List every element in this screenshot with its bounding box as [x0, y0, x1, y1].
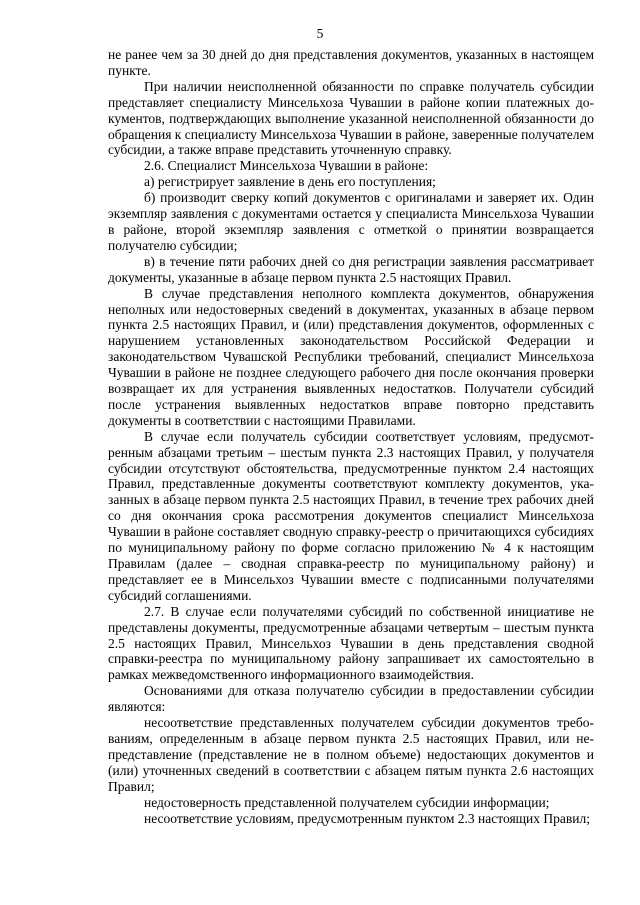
- paragraph-ground-unreliable-info: недостоверность представленной получателем субсидии информации;: [144, 794, 550, 810]
- paragraph-section-2-7: 2.7. В случае если получателями субсидий по собственной инициативе не представлены документы, предусмотренные абзацами четвертым – шестым пункта 2.5 настоящих Правил, Минсельхоз Чувашии в день представления сводной справки-реестра по муниципальному району запрашивает их самостоятельно в рамках межведомственного информационного взаимодействия.: [108, 603, 594, 683]
- document-body: [108, 47, 594, 826]
- paragraph-summary-registry: В случае если получатель субсидии соответствует условиям, предусмотренным абзацами третьим – шестым пункта 2.3 настоящих Правил, у получателя субсидии отсутствуют обстоятельства, предусмотренные пунктом 2.4 настоящих Правил, представленные документы соответствуют комплекту документов, указанных в абзаце первом пункта 2.5 настоящих Правил, в течение трех рабочих дней со дня окончания срока рассмотрения документов специалист Минсельхоза Чувашии в районе составляет сводную справку-реестр о причитающихся субсидиях по муниципальному району по форме согласно приложению № 4 к настоящим Правилам (далее – сводная справка-реестр по муниципальному району) и представляет ее в Минсельхоз Чувашии вместе с подписанными получателями субсидий соглашениями.: [108, 428, 594, 603]
- paragraph-item-v: в) в течение пяти рабочих дней со дня регистрации заявления рассматривает документы, указанные в абзаце первом пункта 2.5 настоящих Правил.: [108, 253, 594, 285]
- paragraph-continuation: не ранее чем за 30 дней до дня представления документов, указанных в настоящем пункте.: [108, 47, 594, 78]
- paragraph-item-b: б) производит сверку копий документов с оригиналами и заверяет их. Один экземпляр заявления с документами остается у специалиста Минсельхоза Чувашии в районе, второй экземпляр заявления с отметкой о принятии возвращается получателю субсидии;: [108, 190, 594, 253]
- paragraph-item-a: а) регистрирует заявление в день его поступления;: [144, 174, 436, 190]
- page-number: 5: [316, 26, 324, 41]
- paragraph-ground-conditions: несоответствие условиям, предусмотренным пунктом 2.3 настоящих Правил;: [144, 810, 590, 826]
- paragraph-ground-noncompliance-documents: несоответствие представленных получателем субсидии документов требованиям, определенным в абзаце первом пункта 2.5 настоящих Правил, или непредставление (представление не в полном объеме) недостающих документов и (или) уточненных сведений в соответствии с абзацем пятым пункта 2.6 настоящих Правил;: [108, 715, 594, 794]
- paragraph-refusal-grounds: Основаниями для отказа получателю субсидии в предоставлении субсидии являются:: [108, 683, 594, 715]
- paragraph-incomplete-documents: В случае представления неполного комплекта документов, обнаружения неполных или недостоверных сведений в документах, указанных в абзаце первом пункта 2.5 настоящих Правил, и (или) представления документов, оформленных с нарушением установленных законодательством Российской Федерации и законодательством Чувашской Республики требований, специалист Минсельхоза Чувашии в районе не позднее следующего рабочего дня после окончания проверки возвращает их для устранения выявленных недостатков. Получатели субсидий после устранения выявленных недостатков вправе повторно представить документы в соответствии с настоящими Правилами.: [108, 285, 594, 428]
- paragraph-unfulfilled-obligation: При наличии неисполненной обязанности по справке получатель субсидии представляет специалисту Минсельхоза Чувашии в районе копии платежных документов, подтверждающих выполнение указанной неисполненной обязанности до обращения к специалисту Минсельхоза Чувашии в районе, заверенные получателем субсидии, а также вправе представить уточненную справку.: [108, 78, 594, 158]
- paragraph-section-2-6: 2.6. Специалист Минсельхоза Чувашии в районе:: [144, 158, 429, 174]
